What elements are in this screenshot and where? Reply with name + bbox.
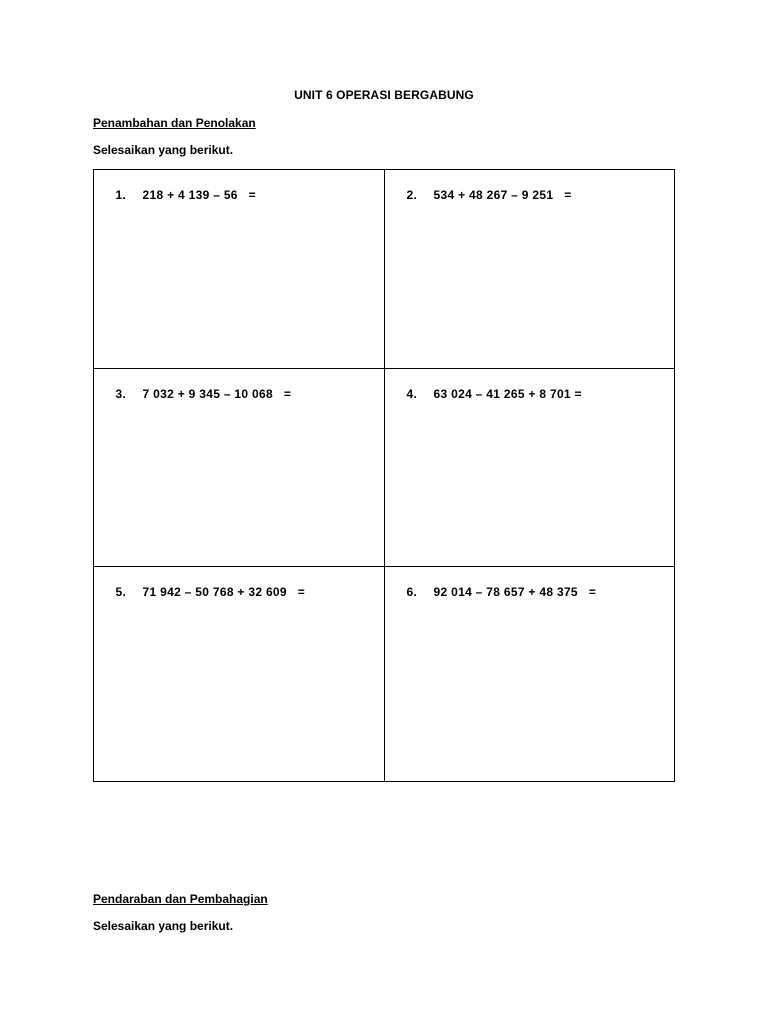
section-instruction: Selesaikan yang berikut. bbox=[93, 143, 234, 157]
question-expression: 534 + 48 267 – 9 251 = bbox=[433, 188, 572, 202]
question-cell[interactable] bbox=[94, 567, 385, 781]
question-cell[interactable] bbox=[94, 170, 385, 369]
question-expression: 92 014 – 78 657 + 48 375 = bbox=[433, 585, 597, 599]
question-number: 5. bbox=[115, 585, 127, 599]
section-heading-multiplication-division: Pendaraban dan Pembahagian bbox=[93, 892, 268, 906]
page-title: UNIT 6 OPERASI BERGABUNG bbox=[294, 88, 474, 102]
question-cell[interactable] bbox=[385, 567, 675, 781]
question-number: 4. bbox=[406, 387, 418, 401]
question-grid bbox=[93, 169, 675, 782]
question-expression: 63 024 – 41 265 + 8 701 = bbox=[433, 387, 582, 401]
question-number: 2. bbox=[406, 188, 418, 202]
section-heading-addition-subtraction: Penambahan dan Penolakan bbox=[93, 116, 256, 130]
question-expression: 71 942 – 50 768 + 32 609 = bbox=[142, 585, 306, 599]
question-number: 1. bbox=[115, 188, 127, 202]
section-instruction: Selesaikan yang berikut. bbox=[93, 919, 234, 933]
question-cell[interactable] bbox=[385, 369, 675, 567]
question-number: 3. bbox=[115, 387, 127, 401]
question-expression: 218 + 4 139 – 56 = bbox=[142, 188, 256, 202]
question-cell[interactable] bbox=[94, 369, 385, 567]
question-number: 6. bbox=[406, 585, 418, 599]
question-cell[interactable] bbox=[385, 170, 675, 369]
question-expression: 7 032 + 9 345 – 10 068 = bbox=[142, 387, 292, 401]
